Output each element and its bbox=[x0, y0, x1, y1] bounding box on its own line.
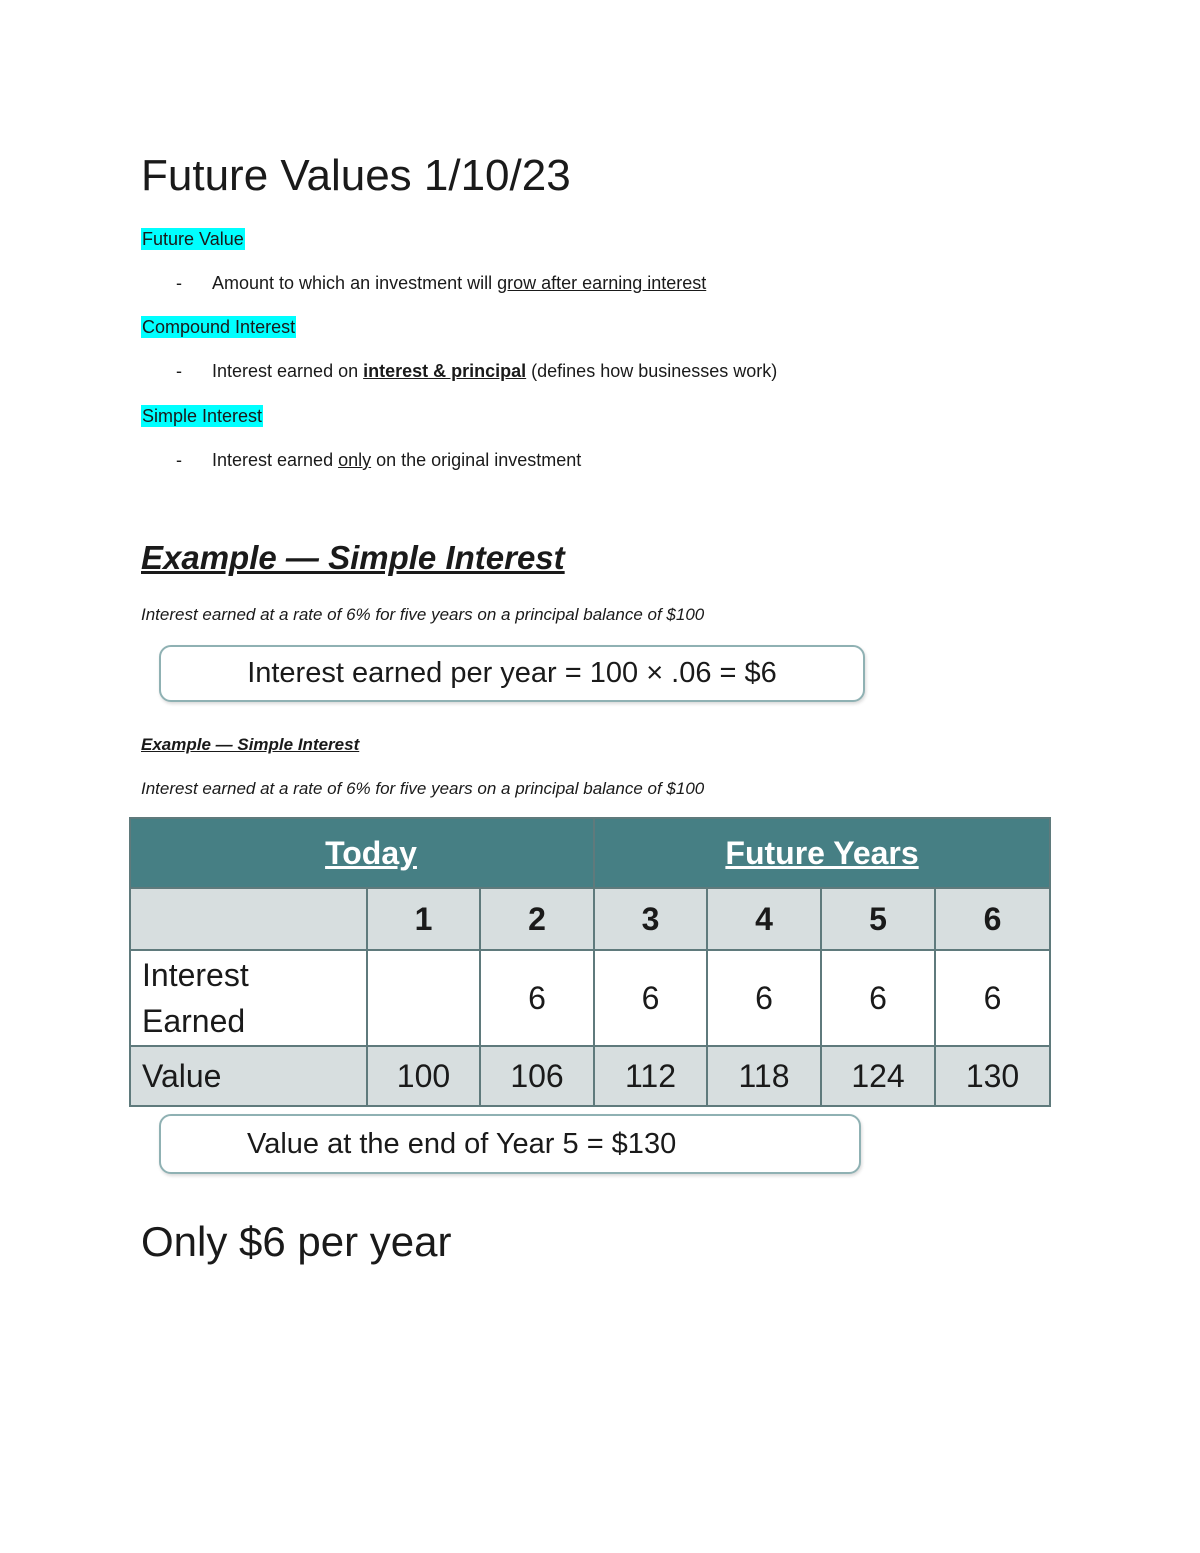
table-cell-year: 1 bbox=[367, 888, 480, 950]
term-compound-interest: Compound Interest bbox=[142, 317, 296, 337]
table-cell-value: 124 bbox=[821, 1046, 935, 1106]
table-cell-year: 5 bbox=[821, 888, 935, 950]
definition-text bbox=[212, 449, 581, 471]
definition-part: Amount to which an investment will bbox=[212, 273, 498, 293]
definition-emphasis: grow after earning interest bbox=[497, 273, 707, 293]
example-description: Interest earned at a rate of 6% for five years on a principal balance of $100 bbox=[141, 779, 705, 798]
table-cell-value: 112 bbox=[594, 1046, 707, 1106]
definition-emphasis: interest & principal bbox=[363, 361, 527, 381]
row-label-value: Value bbox=[130, 1046, 367, 1106]
definition-part: (defines how businesses work) bbox=[526, 361, 778, 381]
table-cell-interest: 6 bbox=[594, 950, 707, 1046]
table-row-interest bbox=[130, 950, 1050, 1046]
definition-compound-interest bbox=[176, 360, 976, 382]
table-row-years bbox=[130, 888, 1050, 950]
row-label-line: Earned bbox=[142, 1003, 246, 1039]
table-cell-value: 100 bbox=[367, 1046, 480, 1106]
term-future-value: Future Value bbox=[142, 229, 244, 249]
table-cell-interest: 6 bbox=[707, 950, 821, 1046]
definition-emphasis: only bbox=[338, 450, 372, 470]
page-title: Future Values 1/10/23 bbox=[141, 151, 571, 200]
table-cell-value: 106 bbox=[480, 1046, 594, 1106]
definition-future-value bbox=[176, 272, 876, 294]
callout-text: Value at the end of Year 5 = $130 bbox=[247, 1127, 677, 1160]
value-end-callout bbox=[159, 1114, 861, 1174]
table-header-row bbox=[130, 818, 1050, 888]
header-future-years bbox=[594, 818, 1050, 888]
closing-note: Only $6 per year bbox=[141, 1218, 452, 1265]
table-cell-value: 130 bbox=[935, 1046, 1050, 1106]
bullet-dash: - bbox=[176, 273, 182, 293]
interest-per-year-callout bbox=[159, 645, 865, 702]
table-cell-year: 3 bbox=[594, 888, 707, 950]
table-cell-year: 6 bbox=[935, 888, 1050, 950]
definition-text bbox=[212, 272, 706, 294]
definition-text bbox=[212, 360, 777, 382]
definition-simple-interest bbox=[176, 449, 876, 471]
example-heading-small: Example — Simple Interest bbox=[141, 735, 360, 754]
table-cell-year: 4 bbox=[707, 888, 821, 950]
callout-text: Interest earned per year = 100 × .06 = $6 bbox=[247, 657, 777, 689]
definition-part: on the original investment bbox=[371, 450, 582, 470]
bullet-dash: - bbox=[176, 450, 182, 470]
example-heading: Example — Simple Interest bbox=[141, 539, 565, 576]
table-row-value bbox=[130, 1046, 1050, 1106]
row-label-interest bbox=[130, 950, 367, 1046]
example-description: Interest earned at a rate of 6% for five years on a principal balance of $100 bbox=[141, 605, 705, 624]
header-today-label: Today bbox=[325, 834, 417, 871]
simple-interest-table bbox=[129, 817, 1051, 1107]
table-cell-value: 118 bbox=[707, 1046, 821, 1106]
table-cell-empty bbox=[130, 888, 367, 950]
header-today bbox=[130, 818, 594, 888]
bullet-dash: - bbox=[176, 361, 182, 381]
table-cell-interest: 6 bbox=[480, 950, 594, 1046]
header-future-label: Future Years bbox=[725, 834, 919, 871]
table-cell-year: 2 bbox=[480, 888, 594, 950]
term-simple-interest: Simple Interest bbox=[142, 406, 263, 426]
definition-part: Interest earned on bbox=[212, 361, 364, 381]
row-label-line: Interest bbox=[142, 957, 249, 993]
definition-part: Interest earned bbox=[212, 450, 339, 470]
table-cell-interest bbox=[367, 950, 480, 1046]
table-cell-interest: 6 bbox=[821, 950, 935, 1046]
table-cell-interest: 6 bbox=[935, 950, 1050, 1046]
